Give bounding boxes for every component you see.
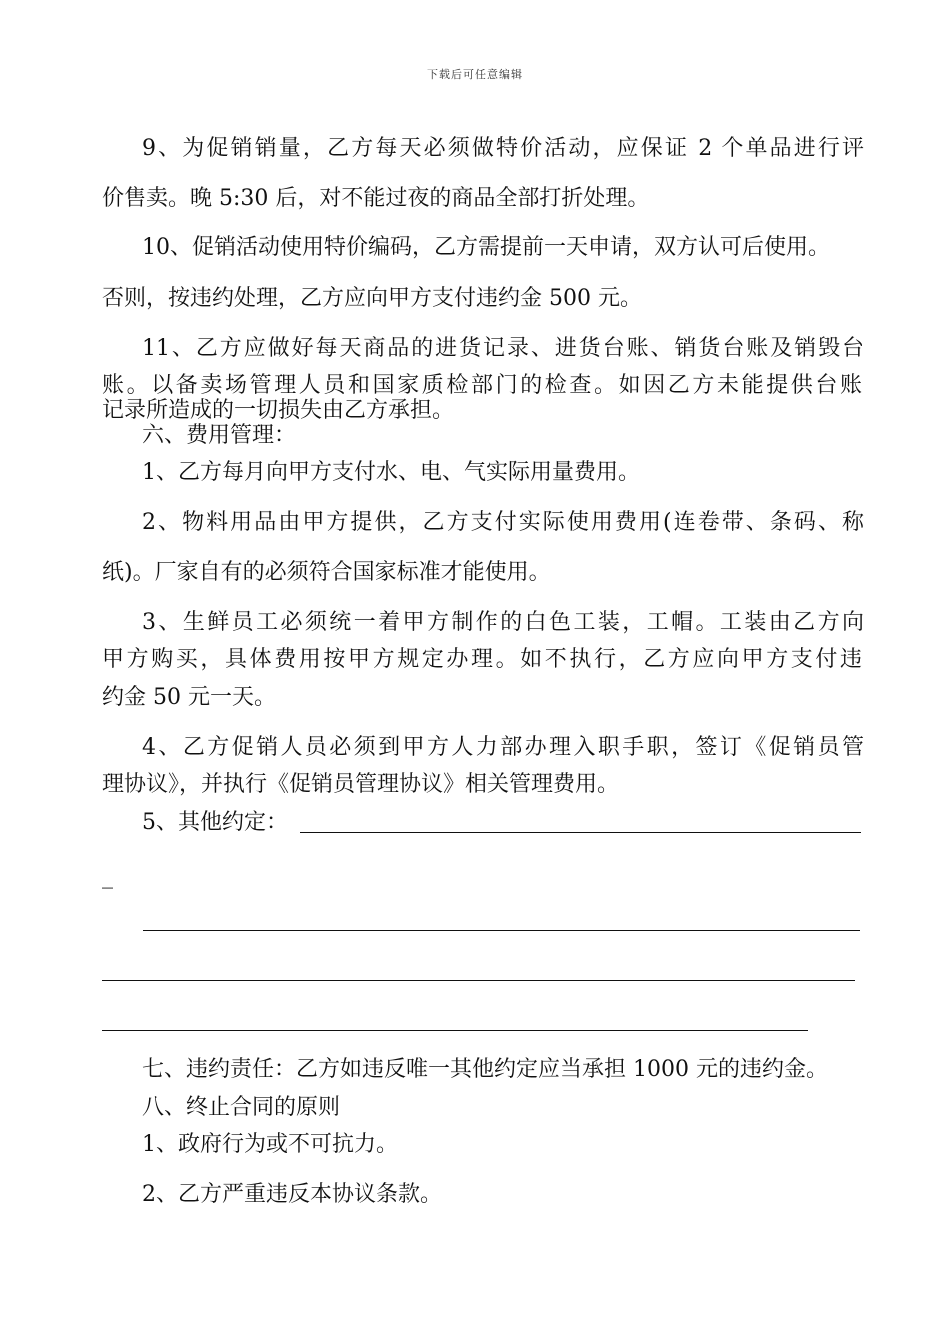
termination-item-1: 1、政府行为或不可抗力。 — [142, 1132, 398, 1157]
fee-item-4-line-2: 理协议》，并执行《促销员管理协议》相关管理费用。 — [102, 772, 620, 797]
fee-item-4-line-1: 4、乙方促销人员必须到甲方人力部办理入职手职，签订《促销员管 — [142, 735, 864, 760]
clause-10-line-2: 否则，按违约处理，乙方应向甲方支付违约金 500 元。 — [102, 286, 642, 311]
clause-9-line-2: 价售卖。晚 5:30 后，对不能过夜的商品全部打折处理。 — [102, 186, 650, 211]
fee-item-2-line-1: 2、物料用品由甲方提供，乙方支付实际使用费用(连卷带、条码、称 — [142, 510, 864, 535]
blank-line-4 — [102, 1030, 808, 1031]
blank-line-2 — [143, 930, 860, 931]
clause-11-line-2: 账。以备卖场管理人员和国家质检部门的检查。如因乙方未能提供台账 — [102, 373, 862, 398]
page-header: 下载后可任意编辑 — [427, 68, 523, 81]
blank-line-1 — [300, 832, 861, 833]
section-8-heading: 八、终止合同的原则 — [142, 1095, 341, 1120]
fee-item-3-line-1: 3、生鲜员工必须统一着甲方制作的白色工装，工帽。工装由乙方向 — [142, 610, 864, 635]
section-7-breach-liability: 七、违约责任：乙方如违反唯一其他约定应当承担 1000 元的违约金。 — [142, 1057, 828, 1082]
underscore-char: _ — [102, 864, 113, 889]
clause-11-line-3: 记录所造成的一切损失由乙方承担。 — [102, 398, 455, 423]
blank-line-3 — [102, 980, 855, 981]
fee-item-2-line-2: 纸)。厂家自有的必须符合国家标准才能使用。 — [102, 560, 551, 585]
fee-item-1: 1、乙方每月向甲方支付水、电、气实际用量费用。 — [142, 460, 640, 485]
fee-item-3-line-2: 甲方购买，具体费用按甲方规定办理。如不执行，乙方应向甲方支付违 — [102, 647, 862, 672]
fee-item-3-line-3: 约金 50 元一天。 — [102, 685, 276, 710]
clause-11-line-1: 11、乙方应做好每天商品的进货记录、进货台账、销货台账及销毁台 — [142, 336, 864, 361]
section-6-heading: 六、费用管理： — [142, 423, 297, 448]
clause-9-line-1: 9、为促销销量，乙方每天必须做特价活动，应保证 2 个单品进行评 — [142, 136, 864, 161]
termination-item-2: 2、乙方严重违反本协议条款。 — [142, 1182, 442, 1207]
clause-10-line-1: 10、促销活动使用特价编码，乙方需提前一天申请，双方认可后使用。 — [142, 235, 830, 260]
fee-item-5-label: 5、其他约定： — [142, 810, 288, 835]
